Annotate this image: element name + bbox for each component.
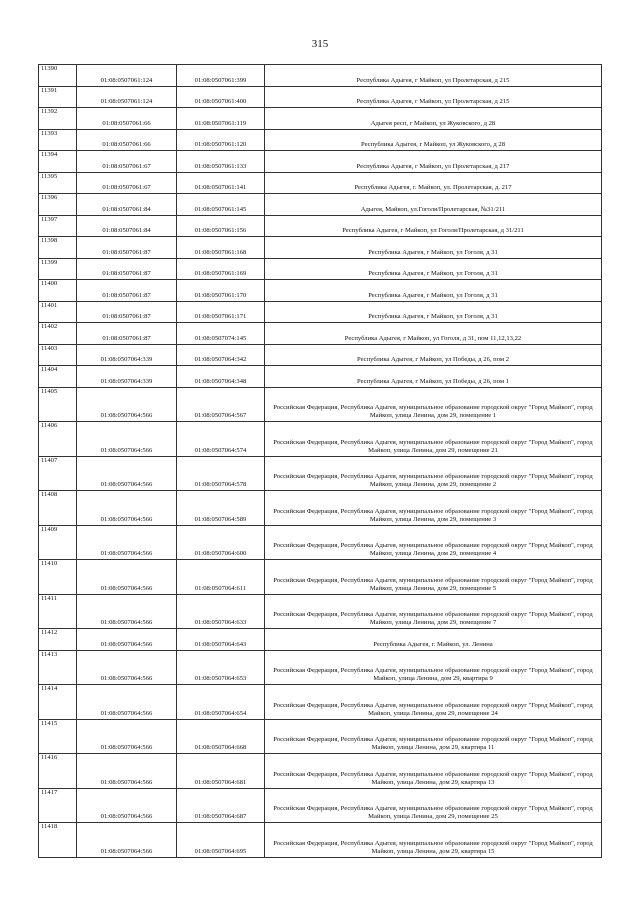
row-number-cell: 11405 bbox=[39, 387, 77, 422]
address-cell: Республика Адыгея, г. Майкоп, ул. Ленина bbox=[265, 629, 602, 651]
cadastral-number-cell: 01:08:0507064:600 bbox=[177, 525, 265, 560]
cadastral-number-cell: 01:08:0507064:643 bbox=[177, 629, 265, 651]
parent-cadastral-cell: 01:08:0507064:566 bbox=[77, 560, 177, 595]
row-number-cell: 11400 bbox=[39, 280, 77, 302]
parent-cadastral-cell: 01:08:0507064:566 bbox=[77, 387, 177, 422]
cadastral-number-cell: 01:08:0507061:119 bbox=[177, 108, 265, 130]
address-cell: Российская Федерация, Республика Адыгея, муниципальное образование городской округ "Город Майкоп", город Майкоп, улица Ленина, дом 29, квартира 11 bbox=[265, 719, 602, 754]
parent-cadastral-cell: 01:08:0507064:566 bbox=[77, 456, 177, 491]
address-cell: Республика Адыгея, г Майкоп, ул Гоголя, д 31 bbox=[265, 280, 602, 302]
row-number-cell: 11418 bbox=[39, 823, 77, 858]
parent-cadastral-cell: 01:08:0507064:339 bbox=[77, 366, 177, 388]
cadastral-number-cell: 01:08:0507064:578 bbox=[177, 456, 265, 491]
parent-cadastral-cell: 01:08:0507064:566 bbox=[77, 823, 177, 858]
address-cell: Российская Федерация, Республика Адыгея, муниципальное образование городской округ "Город Майкоп", город Майкоп, улица Ленина, дом 29, квартира 9 bbox=[265, 650, 602, 685]
table-row bbox=[39, 323, 602, 345]
table-row bbox=[39, 172, 602, 194]
parent-cadastral-cell: 01:08:0507061:84 bbox=[77, 215, 177, 237]
parent-cadastral-cell: 01:08:0507064:566 bbox=[77, 788, 177, 823]
address-cell: Республика Адыгея, г. Майкоп, ул. Пролетарская, д. 217 bbox=[265, 172, 602, 194]
address-cell: Республика Адыгея, г Майкоп, ул Пролетарская, д 215 bbox=[265, 86, 602, 108]
parent-cadastral-cell: 01:08:0507061:66 bbox=[77, 108, 177, 130]
cadastral-number-cell: 01:08:0507064:668 bbox=[177, 719, 265, 754]
parent-cadastral-cell: 01:08:0507064:566 bbox=[77, 650, 177, 685]
table-row bbox=[39, 719, 602, 754]
row-number-cell: 11393 bbox=[39, 129, 77, 151]
row-number-cell: 11392 bbox=[39, 108, 77, 130]
address-cell: Республика Адыгея, г Майкоп, ул Победы, д 26, пом 2 bbox=[265, 344, 602, 366]
row-number-cell: 11412 bbox=[39, 629, 77, 651]
row-number-cell: 11396 bbox=[39, 194, 77, 216]
parent-cadastral-cell: 01:08:0507061:124 bbox=[77, 86, 177, 108]
row-number-cell: 11417 bbox=[39, 788, 77, 823]
table-row bbox=[39, 491, 602, 526]
cadastral-number-cell: 01:08:0507061:120 bbox=[177, 129, 265, 151]
address-cell: Российская Федерация, Республика Адыгея, муниципальное образование городской округ "Город Майкоп", город Майкоп, улица Ленина, дом 29, помещение 5 bbox=[265, 560, 602, 595]
address-cell: Республика Адыгея, г Майкоп, ул Победы, д 26, пом 1 bbox=[265, 366, 602, 388]
parent-cadastral-cell: 01:08:0507064:566 bbox=[77, 422, 177, 457]
cadastral-number-cell: 01:08:0507061:145 bbox=[177, 194, 265, 216]
row-number-cell: 11402 bbox=[39, 323, 77, 345]
table-row bbox=[39, 629, 602, 651]
table-row bbox=[39, 422, 602, 457]
row-number-cell: 11410 bbox=[39, 560, 77, 595]
cadastral-number-cell: 01:08:0507064:611 bbox=[177, 560, 265, 595]
address-cell: Российская Федерация, Республика Адыгея, муниципальное образование городской округ "Город Майкоп", город Майкоп, улица Ленина, дом 29, квартира 15 bbox=[265, 823, 602, 858]
address-cell: Республика Адыгея, г Майкоп, ул Гоголя, д 31 bbox=[265, 237, 602, 259]
cadastral-number-cell: 01:08:0507064:348 bbox=[177, 366, 265, 388]
address-cell: Республика Адыгея, г Майкоп, ул Жуковского, д 28 bbox=[265, 129, 602, 151]
parent-cadastral-cell: 01:08:0507061:84 bbox=[77, 194, 177, 216]
cadastral-number-cell: 01:08:0507064:633 bbox=[177, 594, 265, 629]
row-number-cell: 11415 bbox=[39, 719, 77, 754]
row-number-cell: 11398 bbox=[39, 237, 77, 259]
address-cell: Республика Адыгея, г Майкоп, ул Гоголя, д 31 bbox=[265, 301, 602, 323]
parent-cadastral-cell: 01:08:0507061:67 bbox=[77, 151, 177, 173]
registry-table-body bbox=[39, 65, 602, 858]
row-number-cell: 11414 bbox=[39, 685, 77, 720]
parent-cadastral-cell: 01:08:0507061:87 bbox=[77, 237, 177, 259]
table-row bbox=[39, 65, 602, 87]
cadastral-number-cell: 01:08:0507061:141 bbox=[177, 172, 265, 194]
parent-cadastral-cell: 01:08:0507061:87 bbox=[77, 301, 177, 323]
parent-cadastral-cell: 01:08:0507064:566 bbox=[77, 594, 177, 629]
table-row bbox=[39, 344, 602, 366]
row-number-cell: 11413 bbox=[39, 650, 77, 685]
table-row bbox=[39, 788, 602, 823]
table-row bbox=[39, 301, 602, 323]
table-row bbox=[39, 685, 602, 720]
address-cell: Российская Федерация, Республика Адыгея, муниципальное образование городской округ "Город Майкоп", город Майкоп, улица Ленина, дом 29, помещение 25 bbox=[265, 788, 602, 823]
table-row bbox=[39, 594, 602, 629]
parent-cadastral-cell: 01:08:0507061:67 bbox=[77, 172, 177, 194]
parent-cadastral-cell: 01:08:0507061:87 bbox=[77, 280, 177, 302]
row-number-cell: 11408 bbox=[39, 491, 77, 526]
address-cell: Российская Федерация, Республика Адыгея, муниципальное образование городской округ "Город Майкоп", город Майкоп, улица Ленина, дом 29, помещение 21 bbox=[265, 422, 602, 457]
address-cell: Российская Федерация, Республика Адыгея, муниципальное образование городской округ "Город Майкоп", город Майкоп, улица Ленина, дом 29, квартира 13 bbox=[265, 754, 602, 789]
table-row bbox=[39, 560, 602, 595]
row-number-cell: 11416 bbox=[39, 754, 77, 789]
cadastral-number-cell: 01:08:0507064:567 bbox=[177, 387, 265, 422]
table-row bbox=[39, 823, 602, 858]
parent-cadastral-cell: 01:08:0507064:566 bbox=[77, 754, 177, 789]
parent-cadastral-cell: 01:08:0507064:566 bbox=[77, 525, 177, 560]
address-cell: Республика Адыгея, г Майкоп, ул Пролетарская, д 217 bbox=[265, 151, 602, 173]
cadastral-number-cell: 01:08:0507064:687 bbox=[177, 788, 265, 823]
cadastral-number-cell: 01:08:0507061:156 bbox=[177, 215, 265, 237]
address-cell: Российская Федерация, Республика Адыгея, муниципальное образование городской округ "Город Майкоп", город Майкоп, улица Ленина, дом 29, помещение 7 bbox=[265, 594, 602, 629]
row-number-cell: 11401 bbox=[39, 301, 77, 323]
row-number-cell: 11395 bbox=[39, 172, 77, 194]
parent-cadastral-cell: 01:08:0507061:66 bbox=[77, 129, 177, 151]
address-cell: Адыгея респ, г Майкоп, ул Жуковского, д 28 bbox=[265, 108, 602, 130]
cadastral-number-cell: 01:08:0507064:695 bbox=[177, 823, 265, 858]
cadastral-number-cell: 01:08:0507061:171 bbox=[177, 301, 265, 323]
table-row bbox=[39, 86, 602, 108]
row-number-cell: 11404 bbox=[39, 366, 77, 388]
parent-cadastral-cell: 01:08:0507064:566 bbox=[77, 629, 177, 651]
table-row bbox=[39, 456, 602, 491]
row-number-cell: 11390 bbox=[39, 65, 77, 87]
table-row bbox=[39, 108, 602, 130]
parent-cadastral-cell: 01:08:0507064:566 bbox=[77, 491, 177, 526]
row-number-cell: 11399 bbox=[39, 258, 77, 280]
address-cell: Российская Федерация, Республика Адыгея, муниципальное образование городской округ "Город Майкоп", город Майкоп, улица Ленина, дом 29, помещение 24 bbox=[265, 685, 602, 720]
cadastral-number-cell: 01:08:0507064:681 bbox=[177, 754, 265, 789]
parent-cadastral-cell: 01:08:0507061:87 bbox=[77, 258, 177, 280]
cadastral-number-cell: 01:08:0507061:168 bbox=[177, 237, 265, 259]
address-cell: Республика Адыгея, г Майкоп, ул Гоголя, д 31 bbox=[265, 258, 602, 280]
table-row bbox=[39, 650, 602, 685]
row-number-cell: 11403 bbox=[39, 344, 77, 366]
cadastral-number-cell: 01:08:0507064:654 bbox=[177, 685, 265, 720]
table-row bbox=[39, 280, 602, 302]
table-row bbox=[39, 366, 602, 388]
parent-cadastral-cell: 01:08:0507064:566 bbox=[77, 719, 177, 754]
cadastral-number-cell: 01:08:0507061:133 bbox=[177, 151, 265, 173]
row-number-cell: 11406 bbox=[39, 422, 77, 457]
row-number-cell: 11394 bbox=[39, 151, 77, 173]
address-cell: Республика Адыгея, г Майкоп, ул Гоголя/Пролетарская, д 31/211 bbox=[265, 215, 602, 237]
cadastral-number-cell: 01:08:0507061:399 bbox=[177, 65, 265, 87]
cadastral-number-cell: 01:08:0507061:400 bbox=[177, 86, 265, 108]
address-cell: Адыгея, Майкоп, ул.Гоголя/Пролетарская, №31/211 bbox=[265, 194, 602, 216]
table-row bbox=[39, 215, 602, 237]
parent-cadastral-cell: 01:08:0507061:124 bbox=[77, 65, 177, 87]
row-number-cell: 11397 bbox=[39, 215, 77, 237]
cadastral-number-cell: 01:08:0507064:589 bbox=[177, 491, 265, 526]
address-cell: Республика Адыгея, г Майкоп, ул Гоголя, д 31, пом 11,12,13,22 bbox=[265, 323, 602, 345]
address-cell: Российская Федерация, Республика Адыгея, муниципальное образование городской округ "Город Майкоп", город Майкоп, улица Ленина, дом 29, помещение 2 bbox=[265, 456, 602, 491]
cadastral-number-cell: 01:08:0507061:169 bbox=[177, 258, 265, 280]
address-cell: Республика Адыгея, г Майкоп, ул Пролетарская, д 215 bbox=[265, 65, 602, 87]
row-number-cell: 11391 bbox=[39, 86, 77, 108]
registry-table bbox=[38, 64, 602, 858]
cadastral-number-cell: 01:08:0507064:653 bbox=[177, 650, 265, 685]
row-number-cell: 11407 bbox=[39, 456, 77, 491]
table-row bbox=[39, 754, 602, 789]
address-cell: Российская Федерация, Республика Адыгея, муниципальное образование городской округ "Город Майкоп", город Майкоп, улица Ленина, дом 29, помещение 1 bbox=[265, 387, 602, 422]
table-row bbox=[39, 387, 602, 422]
row-number-cell: 11409 bbox=[39, 525, 77, 560]
page-number: 315 bbox=[311, 38, 329, 50]
table-row bbox=[39, 258, 602, 280]
table-row bbox=[39, 151, 602, 173]
parent-cadastral-cell: 01:08:0507064:339 bbox=[77, 344, 177, 366]
cadastral-number-cell: 01:08:0507064:342 bbox=[177, 344, 265, 366]
table-row bbox=[39, 194, 602, 216]
row-number-cell: 11411 bbox=[39, 594, 77, 629]
address-cell: Российская Федерация, Республика Адыгея, муниципальное образование городской округ "Город Майкоп", город Майкоп, улица Ленина, дом 29, помещение 3 bbox=[265, 491, 602, 526]
table-row bbox=[39, 237, 602, 259]
parent-cadastral-cell: 01:08:0507064:566 bbox=[77, 685, 177, 720]
parent-cadastral-cell: 01:08:0507061:87 bbox=[77, 323, 177, 345]
cadastral-number-cell: 01:08:0507064:574 bbox=[177, 422, 265, 457]
address-cell: Российская Федерация, Республика Адыгея, муниципальное образование городской округ "Город Майкоп", город Майкоп, улица Ленина, дом 29, помещение 4 bbox=[265, 525, 602, 560]
cadastral-number-cell: 01:08:0507061:170 bbox=[177, 280, 265, 302]
table-row bbox=[39, 525, 602, 560]
table-row bbox=[39, 129, 602, 151]
cadastral-number-cell: 01:08:0507074:145 bbox=[177, 323, 265, 345]
